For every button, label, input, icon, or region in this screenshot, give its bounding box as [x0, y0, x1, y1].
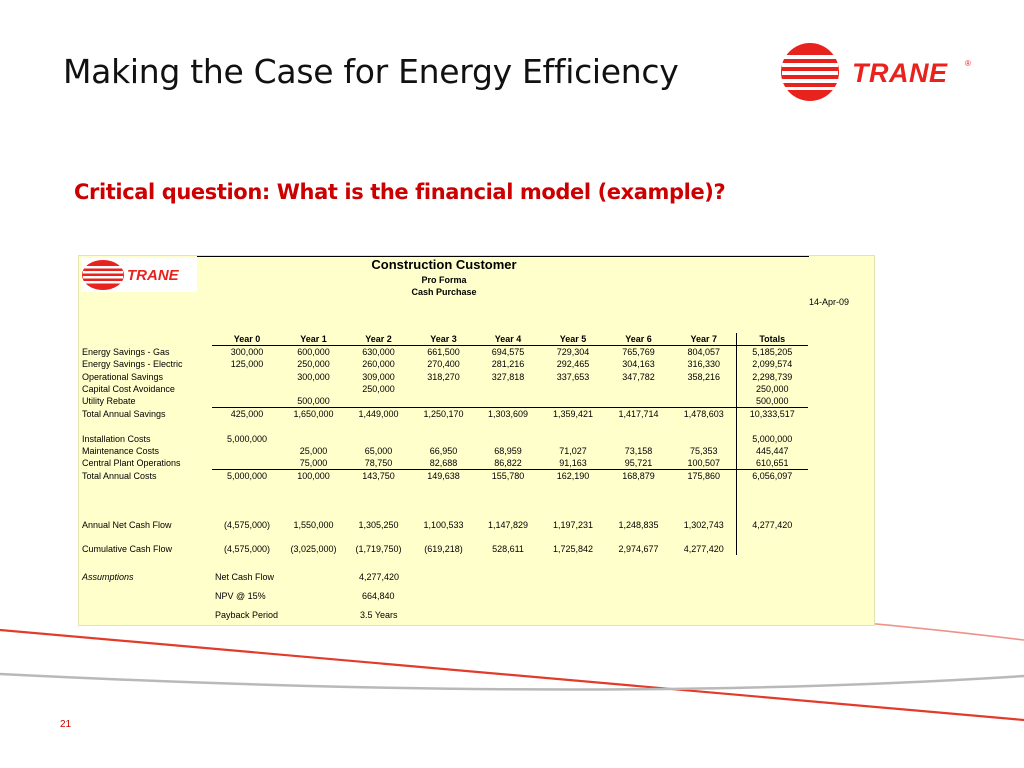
value-cell: 1,100,533 — [423, 519, 464, 530]
value-cell: 2,298,739 — [736, 371, 808, 383]
column-header: Year 2 — [345, 333, 412, 346]
column-header: Year 4 — [475, 333, 541, 346]
value-cell: 304,163 — [622, 359, 655, 370]
sheet-subheading-cash: Cash Purchase — [411, 287, 477, 297]
value-cell: 125,000 — [230, 359, 264, 370]
row-label: Central Plant Operations — [82, 458, 181, 469]
value-cell — [672, 420, 736, 432]
value-cell: 318,270 — [427, 371, 460, 382]
assumption-name: Net Cash Flow — [215, 572, 275, 582]
value-cell: 168,879 — [605, 470, 672, 483]
value-cell — [212, 482, 282, 494]
value-cell — [212, 457, 282, 470]
value-cell — [212, 395, 282, 408]
value-cell — [541, 420, 605, 432]
table-row — [79, 470, 808, 483]
value-cell: 292,465 — [556, 359, 590, 370]
row-label — [79, 494, 212, 506]
value-cell — [282, 494, 345, 506]
row-label: Total Annual Savings — [82, 408, 166, 419]
table-row — [79, 383, 808, 395]
value-cell: (3,025,000) — [290, 544, 337, 555]
value-cell: 661,500 — [427, 347, 460, 358]
value-cell — [605, 507, 672, 519]
value-cell — [672, 507, 736, 519]
value-cell: 250,000 — [362, 383, 395, 394]
value-cell: 5,000,000 — [736, 433, 808, 445]
value-cell: 65,000 — [364, 445, 393, 456]
value-cell — [736, 482, 808, 494]
value-cell: 4,277,420 — [736, 519, 808, 531]
value-cell: 300,000 — [297, 371, 330, 382]
value-cell — [541, 395, 605, 408]
value-cell: 281,216 — [491, 359, 525, 370]
value-cell: 250,000 — [297, 359, 330, 370]
value-cell: 500,000 — [297, 396, 330, 407]
page-number: 21 — [60, 719, 72, 730]
value-cell: 75,353 — [689, 445, 718, 456]
value-cell — [672, 395, 736, 408]
row-label — [79, 531, 212, 543]
value-cell — [475, 383, 541, 395]
cash-flow-table — [79, 333, 808, 555]
value-cell: (4,575,000) — [223, 519, 271, 530]
value-cell — [412, 507, 475, 519]
value-cell — [736, 543, 808, 555]
value-cell: 100,507 — [687, 457, 721, 468]
trane-logo — [780, 42, 980, 102]
column-header: Year 6 — [605, 333, 672, 346]
value-cell — [345, 420, 412, 432]
value-cell — [541, 383, 605, 395]
column-header: Year 3 — [412, 333, 475, 346]
value-cell — [345, 494, 412, 506]
value-cell: 86,822 — [494, 457, 522, 468]
value-cell: 4,277,420 — [672, 543, 736, 555]
column-header: Year 7 — [672, 333, 736, 346]
table-header-row — [79, 333, 808, 346]
value-cell: 316,330 — [687, 359, 721, 370]
value-cell — [282, 420, 345, 432]
value-cell: (619,218) — [424, 544, 463, 555]
value-cell: 347,782 — [622, 371, 655, 382]
value-cell: 1,478,603 — [672, 408, 736, 421]
value-cell: 600,000 — [297, 347, 330, 358]
value-cell — [672, 482, 736, 494]
row-label: Energy Savings - Gas — [82, 347, 170, 358]
sheet-heading: Construction Customer — [371, 257, 517, 272]
row-label: Utility Rebate — [82, 396, 136, 407]
value-cell — [541, 531, 605, 543]
value-cell: 6,056,097 — [736, 470, 808, 483]
sheet-subheading-proforma: Pro Forma — [421, 275, 467, 285]
value-cell — [605, 420, 672, 432]
value-cell — [475, 507, 541, 519]
value-cell — [736, 531, 808, 543]
value-cell — [345, 395, 412, 408]
spreadsheet-panel — [78, 255, 875, 626]
row-label: Total Annual Costs — [82, 470, 157, 481]
value-cell — [736, 494, 808, 506]
value-cell: 5,000,000 — [212, 470, 282, 483]
value-cell: 73,158 — [624, 445, 653, 456]
table-row — [79, 445, 808, 457]
value-cell: 1,417,714 — [605, 408, 672, 421]
row-label: Annual Net Cash Flow — [82, 519, 172, 530]
value-cell: 100,000 — [282, 470, 345, 483]
value-cell — [605, 395, 672, 408]
slide-title: Making the Case for Energy Efficiency — [63, 52, 679, 91]
value-cell: (1,719,750) — [355, 544, 402, 555]
value-cell: 260,000 — [362, 359, 395, 370]
value-cell — [605, 494, 672, 506]
value-cell: 337,653 — [556, 371, 590, 382]
value-cell — [345, 507, 412, 519]
value-cell — [475, 494, 541, 506]
value-cell — [412, 383, 475, 395]
value-cell: 155,780 — [475, 470, 541, 483]
header-label-cell — [79, 333, 212, 346]
value-cell: 175,860 — [672, 470, 736, 483]
value-cell: 327,818 — [491, 371, 525, 382]
value-cell — [412, 494, 475, 506]
value-cell: 630,000 — [362, 347, 395, 358]
value-cell: 71,027 — [559, 445, 587, 456]
value-cell — [672, 383, 736, 395]
value-cell: 250,000 — [736, 383, 808, 395]
value-cell — [736, 420, 808, 432]
value-cell: 5,000,000 — [226, 433, 268, 444]
value-cell: 694,575 — [491, 347, 525, 358]
assumption-value: 664,840 — [362, 591, 395, 601]
value-cell: 5,185,205 — [736, 346, 808, 359]
row-label — [79, 420, 212, 432]
value-cell — [212, 531, 282, 543]
value-cell: 1,197,231 — [552, 519, 594, 530]
table-row — [79, 519, 808, 531]
value-cell: 162,190 — [541, 470, 605, 483]
value-cell — [412, 420, 475, 432]
value-cell: 1,449,000 — [345, 408, 412, 421]
value-cell — [282, 433, 345, 445]
value-cell — [345, 482, 412, 494]
value-cell: 25,000 — [299, 445, 328, 456]
value-cell: 1,303,609 — [475, 408, 541, 421]
value-cell: 1,359,421 — [541, 408, 605, 421]
value-cell — [672, 433, 736, 445]
value-cell: 729,304 — [556, 347, 590, 358]
assumptions-label: Assumptions — [82, 572, 134, 582]
sheet-logo-wordmark: TRANE — [127, 267, 179, 284]
row-label: Capital Cost Avoidance — [82, 383, 175, 394]
table-row — [79, 482, 808, 494]
table-row — [79, 420, 808, 432]
value-cell — [605, 531, 672, 543]
value-cell — [475, 433, 541, 445]
table-row — [79, 346, 808, 359]
value-cell — [282, 383, 345, 395]
value-cell: 445,447 — [736, 445, 808, 457]
table-row — [79, 395, 808, 408]
value-cell: 1,250,170 — [412, 408, 475, 421]
value-cell: 1,147,829 — [487, 519, 529, 530]
value-cell: 149,638 — [412, 470, 475, 483]
value-cell — [475, 395, 541, 408]
value-cell — [541, 433, 605, 445]
table-row — [79, 507, 808, 519]
value-cell: 66,950 — [429, 445, 458, 456]
value-cell — [475, 420, 541, 432]
value-cell: 300,000 — [230, 347, 264, 358]
value-cell — [605, 482, 672, 494]
value-cell — [605, 383, 672, 395]
column-header: Year 0 — [212, 333, 282, 346]
logo-registered-mark: ® — [965, 59, 971, 68]
sheet-date: 14-Apr-09 — [808, 297, 849, 307]
value-cell: 1,305,250 — [358, 519, 399, 530]
value-cell — [345, 531, 412, 543]
value-cell: 68,959 — [494, 445, 522, 456]
value-cell — [541, 507, 605, 519]
column-header: Totals — [736, 333, 808, 346]
row-label: Energy Savings - Electric — [82, 359, 183, 370]
table-row — [79, 358, 808, 370]
value-cell: 765,769 — [622, 347, 655, 358]
value-cell — [412, 433, 475, 445]
table-row — [79, 371, 808, 383]
value-cell — [212, 383, 282, 395]
value-cell — [345, 433, 412, 445]
trane-circle-icon — [781, 43, 839, 101]
value-cell: 95,721 — [624, 457, 653, 468]
value-cell — [605, 433, 672, 445]
value-cell — [212, 507, 282, 519]
value-cell — [412, 531, 475, 543]
table-row — [79, 433, 808, 445]
value-cell — [282, 531, 345, 543]
value-cell: 528,611 — [492, 544, 524, 555]
assumption-name: NPV @ 15% — [215, 591, 266, 601]
logo-wordmark: TRANE — [852, 58, 948, 88]
value-cell — [412, 482, 475, 494]
column-header: Year 1 — [282, 333, 345, 346]
value-cell: 2,099,574 — [736, 358, 808, 370]
value-cell — [412, 395, 475, 408]
value-cell: 10,333,517 — [736, 408, 808, 421]
value-cell — [475, 531, 541, 543]
assumption-value: 3.5 Years — [360, 610, 398, 620]
value-cell: 91,163 — [559, 457, 587, 468]
value-cell: 1,650,000 — [282, 408, 345, 421]
value-cell — [736, 507, 808, 519]
value-cell — [212, 494, 282, 506]
value-cell: 82,688 — [429, 457, 458, 468]
value-cell — [672, 494, 736, 506]
value-cell — [475, 482, 541, 494]
value-cell: 2,974,677 — [618, 544, 659, 555]
value-cell: 143,750 — [345, 470, 412, 483]
value-cell: 425,000 — [212, 408, 282, 421]
row-label — [79, 482, 212, 494]
value-cell — [212, 420, 282, 432]
assumption-value: 4,277,420 — [359, 572, 400, 582]
value-cell: 1,302,743 — [683, 519, 724, 530]
value-cell: 804,057 — [687, 347, 721, 358]
value-cell: 75,000 — [299, 457, 328, 468]
table-row — [79, 543, 808, 555]
table-row — [79, 494, 808, 506]
value-cell: 1,248,835 — [618, 519, 659, 530]
value-cell: 500,000 — [736, 395, 808, 408]
value-cell — [212, 371, 282, 383]
assumption-name: Payback Period — [215, 610, 279, 620]
row-label — [79, 507, 212, 519]
value-cell — [212, 445, 282, 457]
value-cell: 309,000 — [362, 371, 395, 382]
value-cell — [282, 507, 345, 519]
value-cell — [672, 531, 736, 543]
value-cell: 78,750 — [364, 457, 393, 468]
table-row — [79, 408, 808, 421]
value-cell: 270,400 — [427, 359, 460, 370]
value-cell: (4,575,000) — [223, 544, 271, 555]
value-cell — [541, 482, 605, 494]
value-cell: 610,651 — [736, 457, 808, 470]
value-cell: 358,216 — [687, 371, 721, 382]
value-cell: 1,550,000 — [293, 519, 334, 530]
value-cell — [282, 482, 345, 494]
row-label: Installation Costs — [82, 433, 151, 444]
row-label: Cumulative Cash Flow — [82, 544, 173, 555]
table-row — [79, 457, 808, 470]
table-row — [79, 531, 808, 543]
slide-subtitle: Critical question: What is the financial model (example)? — [74, 180, 726, 204]
value-cell: 1,725,842 — [552, 544, 594, 555]
value-cell — [541, 494, 605, 506]
row-label: Operational Savings — [82, 371, 164, 382]
row-label: Maintenance Costs — [82, 445, 160, 456]
column-header: Year 5 — [541, 333, 605, 346]
